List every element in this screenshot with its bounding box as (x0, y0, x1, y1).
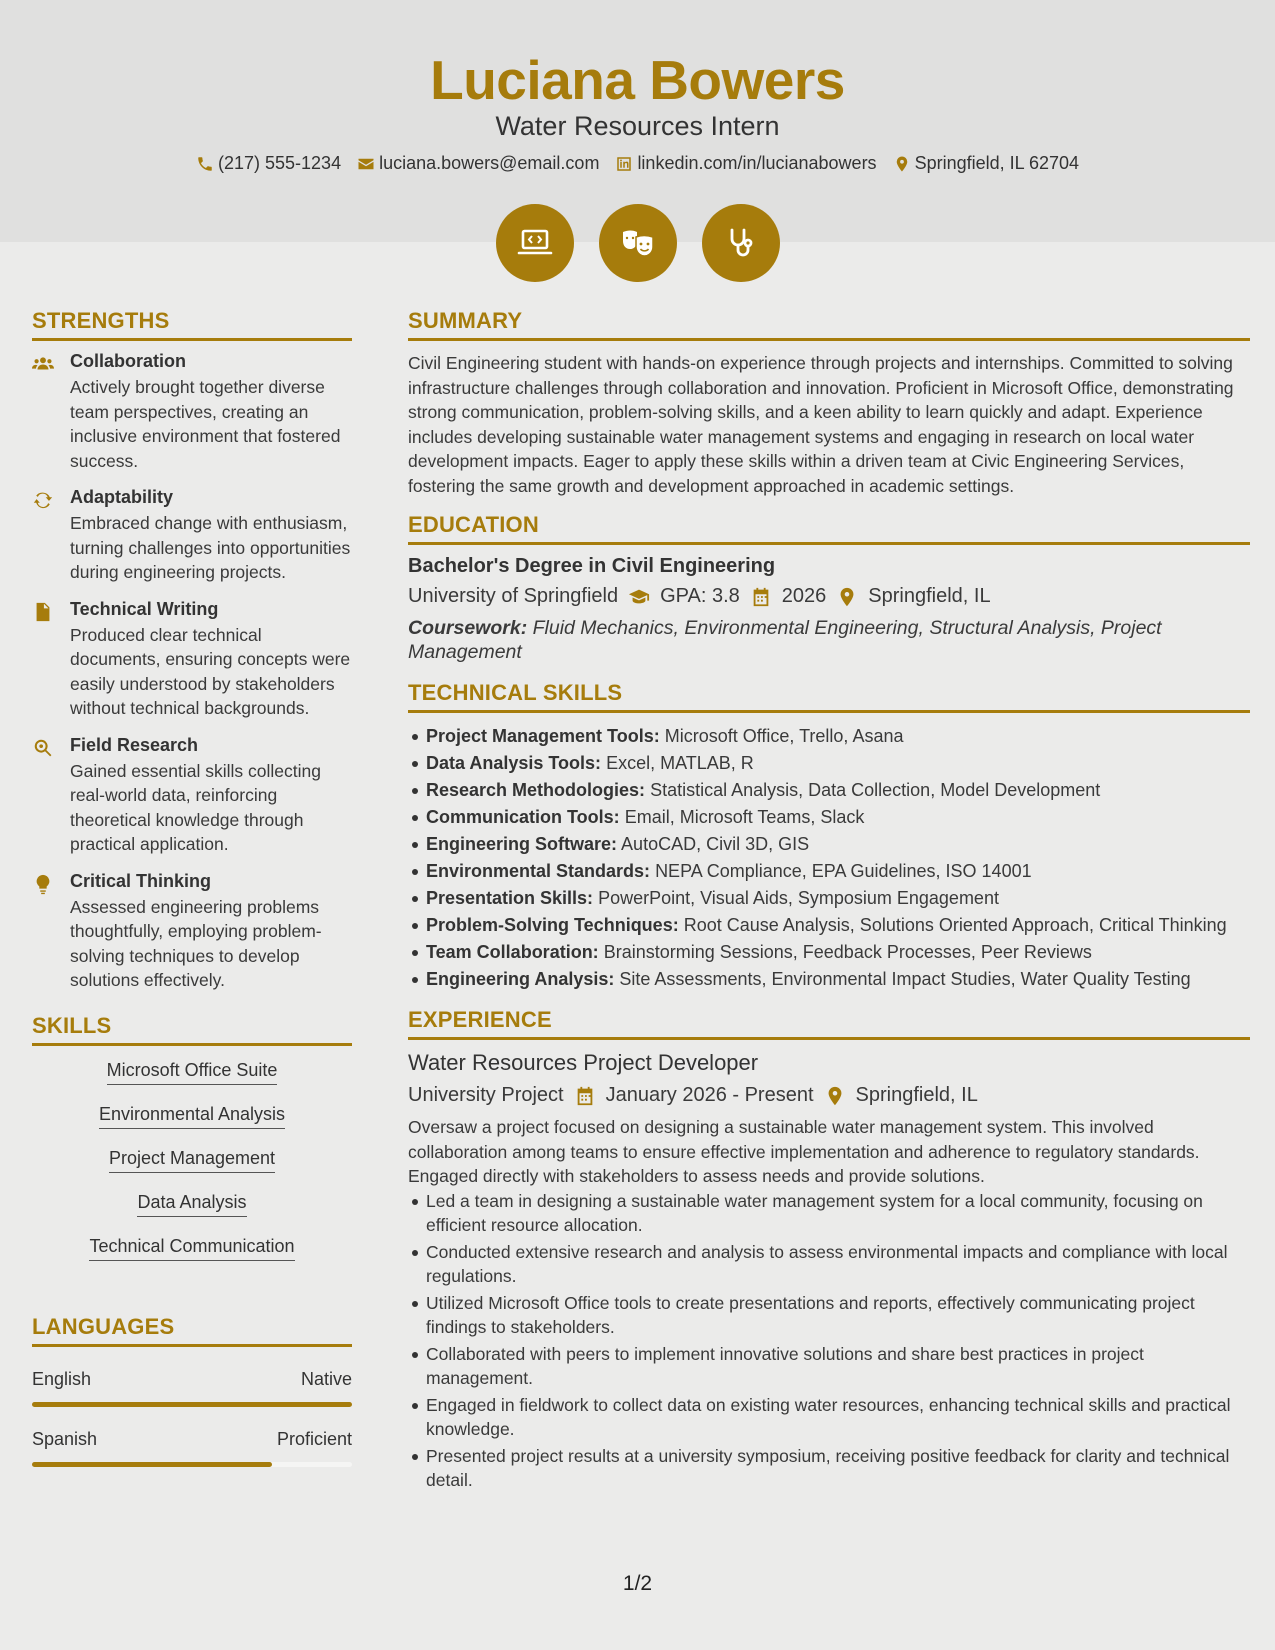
contact-linkedin[interactable] (615, 153, 876, 174)
list-item: Presented project results at a university symposium, receiving positive feedback for clarity and technical detail. (408, 1444, 1250, 1493)
summary-heading: SUMMARY (408, 308, 1250, 341)
graduation-cap-icon (628, 586, 650, 608)
strengths-heading: STRENGTHS (32, 308, 352, 341)
experience-heading: EXPERIENCE (408, 1007, 1250, 1040)
list-item: Engaged in fieldwork to collect data on existing water resources, enhancing technical skills and practical knowledge. (408, 1393, 1250, 1442)
map-pin-icon (824, 1085, 846, 1107)
page-number: 1/2 (622, 1572, 653, 1595)
list-item: Engineering Software: AutoCAD, Civil 3D, GIS (408, 831, 1250, 858)
coursework-label: Coursework: (408, 617, 528, 639)
language-bar-fill (32, 1462, 272, 1467)
contact-email[interactable] (357, 153, 599, 174)
skill-tag: Project Management (109, 1148, 275, 1173)
grad-year: 2026 (781, 585, 827, 607)
contact-bar (0, 153, 1275, 174)
contact-location (893, 153, 1079, 174)
strength-item (32, 871, 352, 993)
file-icon (32, 601, 54, 623)
skill-tag: Technical Communication (89, 1236, 294, 1261)
strength-desc: Gained essential skills collecting real-world data, reinforcing theoretical knowledge through practical application. (70, 760, 321, 854)
badge-laptop (496, 204, 574, 282)
language-item (32, 1429, 352, 1467)
coursework (408, 616, 1250, 664)
list-item: Presentation Skills: PowerPoint, Visual Aids, Symposium Engagement (408, 885, 1250, 912)
gpa-text: GPA: 3.8 (660, 585, 740, 607)
right-column (408, 308, 1250, 1495)
list-item: Data Analysis Tools: Excel, MATLAB, R (408, 750, 1250, 777)
experience-meta (408, 1084, 1250, 1107)
job-dates: January 2026 - Present (605, 1084, 814, 1106)
linkedin-text: linkedin.com/in/lucianabowers (637, 153, 877, 173)
language-name: Spanish (32, 1428, 98, 1449)
organization: University Project (408, 1084, 564, 1106)
phone-text: (217) 555-1234 (217, 153, 342, 173)
list-item: Engineering Analysis: Site Assessments, Environmental Impact Studies, Water Quality Testing (408, 966, 1250, 993)
education-meta (408, 585, 1250, 608)
strength-title: Field Research (70, 734, 199, 755)
list-item: Led a team in designing a sustainable water management system for a local community, focusing on efficient resource allocation. (408, 1189, 1250, 1238)
skill-tag: Environmental Analysis (99, 1104, 285, 1129)
language-name: English (32, 1368, 92, 1389)
language-item (32, 1369, 352, 1407)
job-role: Water Resources Project Developer (408, 1050, 759, 1075)
badge-row (0, 204, 1275, 282)
strength-title: Critical Thinking (70, 870, 212, 891)
map-pin-icon (836, 586, 858, 608)
list-item: Collaborated with peers to implement innovative solutions and share best practices in project management. (408, 1342, 1250, 1391)
language-level: Proficient (276, 1428, 352, 1449)
sync-icon (32, 489, 54, 511)
map-pin-icon (893, 155, 911, 173)
strength-desc: Actively brought together diverse team perspectives, creating an inclusive environment that fostered success. (70, 377, 341, 471)
technical-skills-heading: TECHNICAL SKILLS (408, 680, 1250, 713)
skills-heading: SKILLS (32, 1013, 352, 1046)
candidate-name: Luciana Bowers (430, 49, 845, 111)
skill-tag: Data Analysis (137, 1192, 246, 1217)
list-item: Communication Tools: Email, Microsoft Teams, Slack (408, 804, 1250, 831)
strength-desc: Embraced change with enthusiasm, turning challenges into opportunities during engineering projects. (70, 513, 351, 582)
location-text: Springfield, IL 62704 (914, 153, 1080, 173)
list-item: Team Collaboration: Brainstorming Sessions, Feedback Processes, Peer Reviews (408, 939, 1250, 966)
lightbulb-icon (32, 873, 54, 895)
strength-item (32, 599, 352, 721)
masks-theater-icon (618, 223, 658, 263)
search-icon (32, 737, 54, 759)
stethoscope-icon (721, 223, 761, 263)
calendar-icon (750, 586, 772, 608)
summary-text: Civil Engineering student with hands-on experience through projects and internships. Committed to solving infrastructure challenges through collaboration and innovation. Proficient in Microsoft Office, demonstrating strong communication, problem-solving skills, and a keen ability to learn quickly and adapt. Experience includes developing sustainable water management systems and engaging in research on local water development impacts. Eager to apply these skills within a driven team at Civic Engineering Services, fostering the same growth and development approached in academic settings. (408, 353, 1234, 496)
coursework-list: Fluid Mechanics, Environmental Engineering, Structural Analysis, Project Management (408, 617, 1162, 663)
job-title: Water Resources Intern (495, 111, 780, 141)
strength-desc: Produced clear technical documents, ensuring concepts were easily understood by stakeholders without technical backgrounds. (70, 624, 351, 718)
list-item: Project Management Tools: Microsoft Office, Trello, Asana (408, 723, 1250, 750)
language-bar (32, 1402, 352, 1407)
language-bar-fill (32, 1402, 352, 1407)
school-location: Springfield, IL (868, 585, 991, 607)
list-item: Research Methodologies: Statistical Analysis, Data Collection, Model Development (408, 777, 1250, 804)
badge-stethoscope (702, 204, 780, 282)
job-location: Springfield, IL (855, 1084, 978, 1106)
laptop-code-icon (515, 223, 555, 263)
badge-theater (599, 204, 677, 282)
strength-title: Adaptability (70, 487, 174, 507)
language-level: Native (300, 1368, 352, 1389)
email-text: luciana.bowers@email.com (379, 153, 600, 173)
degree-title: Bachelor's Degree in Civil Engineering (408, 555, 776, 577)
experience-description: Oversaw a project focused on designing a sustainable water management system. This involved collaboration among teams to ensure effective implementation and adherence to regulatory standards. Engaged directly with stakeholders to assess needs and provide solutions. (408, 1117, 1200, 1186)
users-icon (32, 353, 54, 375)
languages-heading: LANGUAGES (32, 1314, 352, 1347)
language-bar (32, 1462, 352, 1467)
strength-title: Collaboration (70, 351, 186, 371)
list-item: Utilized Microsoft Office tools to create presentations and reports, effectively communicating project findings to stakeholders. (408, 1291, 1250, 1340)
linkedin-icon (615, 155, 633, 173)
skills-list (32, 1060, 352, 1280)
education-heading: EDUCATION (408, 512, 1250, 545)
list-item: Environmental Standards: NEPA Compliance, EPA Guidelines, ISO 14001 (408, 858, 1250, 885)
contact-phone[interactable] (196, 153, 341, 174)
envelope-icon (357, 155, 375, 173)
strength-item (32, 351, 352, 473)
list-item: Conducted extensive research and analysis to assess environmental impacts and compliance with local regulations. (408, 1240, 1250, 1289)
phone-icon (196, 155, 214, 173)
strength-item (32, 735, 352, 857)
skill-tag: Microsoft Office Suite (107, 1060, 278, 1085)
strength-desc: Assessed engineering problems thoughtfully, employing problem-solving techniques to develop solutions effectively. (70, 896, 322, 990)
list-item: Problem-Solving Techniques: Root Cause Analysis, Solutions Oriented Approach, Critical Thinking (408, 912, 1250, 939)
calendar-icon (574, 1085, 596, 1107)
strength-title: Technical Writing (70, 598, 219, 619)
experience-bullets (408, 1189, 1250, 1493)
strength-item (32, 487, 352, 585)
left-column (32, 308, 352, 1467)
technical-skills-list (408, 723, 1250, 993)
school-name: University of Springfield (408, 585, 619, 607)
